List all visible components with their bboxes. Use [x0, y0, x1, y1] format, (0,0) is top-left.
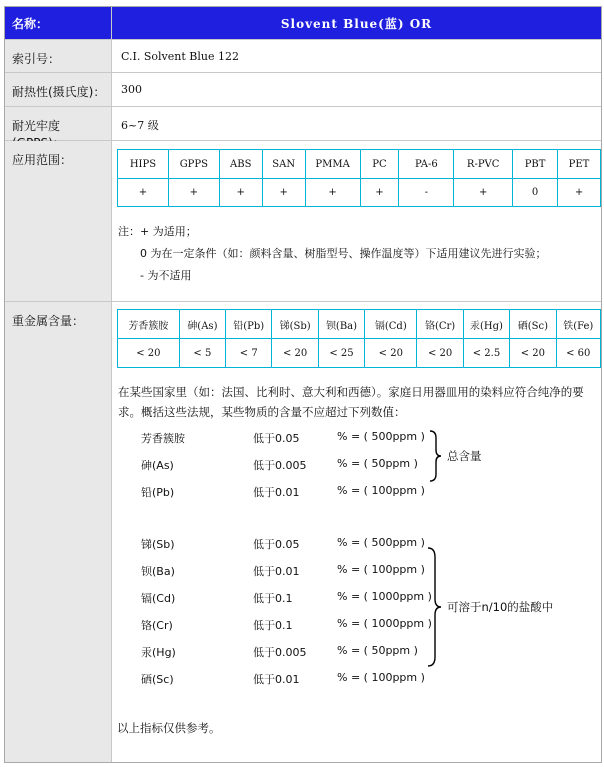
limit-value: 低于0.01 [253, 565, 300, 578]
metal-header-cell: 铅(Pb) [225, 309, 271, 338]
heat-label: 耐热性(摄氏度)： [5, 73, 112, 106]
usage-header-cell: PA-6 [398, 149, 453, 178]
limit-value: 低于0.005 [253, 459, 307, 472]
usage-value-cell: + [219, 178, 262, 207]
metal-value-cell: < 7 [225, 338, 271, 368]
usage-header-cell: PBT [512, 149, 557, 178]
metal-header-cell: 锑(Sb) [271, 309, 317, 338]
usage-table [117, 149, 601, 207]
usage-row [5, 141, 601, 302]
ppm-value: % = ( 50ppm ) [337, 644, 418, 657]
limit-value: 低于0.05 [253, 432, 300, 445]
usage-value-cell: + [117, 178, 168, 207]
index-value: C.I. Solvent Blue 122 [121, 50, 239, 63]
usage-note-plus: 注：+ 为适用； [118, 225, 197, 238]
usage-note-zero: 0 为在一定条件（如：颜料含量、树脂型号、操作温度等）下适用建议先进行实验； [140, 247, 547, 260]
light-row [5, 107, 601, 141]
substance-name: 锑(Sb) [141, 538, 175, 551]
metal-value-cell: < 2.5 [463, 338, 509, 368]
usage-value-cell: 0 [512, 178, 557, 207]
substance-name: 铅(Pb) [141, 486, 175, 499]
regulation-paragraph: 在某些国家里（如：法国、比利时、意大利和西德）。家庭日用器皿用的染料应符合纯净的要求。概括这些法规，某些物质的含量不应超过下列数值： [118, 385, 584, 419]
product-name: Slovent Blue(蓝) OR [112, 7, 601, 39]
substance-name: 硒(Sc) [141, 673, 174, 686]
soluble-label: 可溶于n/10的盐酸中 [447, 600, 554, 614]
usage-header-cell: PET [557, 149, 601, 178]
ppm-value: % = ( 100ppm ) [337, 671, 425, 684]
usage-value-cell: + [557, 178, 601, 207]
metal-value-cell: < 5 [179, 338, 225, 368]
metal-header-cell: 铬(Cr) [416, 309, 462, 338]
limit-value: 低于0.01 [253, 486, 300, 499]
usage-value-cell: + [168, 178, 219, 207]
brace-soluble [425, 547, 443, 667]
limit-value: 低于0.1 [253, 619, 293, 632]
substance-name: 镉(Cd) [141, 592, 176, 605]
product-spec-sheet [4, 6, 602, 763]
ppm-value: % = ( 500ppm ) [337, 536, 425, 549]
substance-name: 芳香簇胺 [141, 432, 185, 445]
usage-header-cell: SAN [262, 149, 305, 178]
usage-value-cell: + [453, 178, 512, 207]
limit-value: 低于0.05 [253, 538, 300, 551]
ppm-value: % = ( 500ppm ) [337, 430, 425, 443]
brace-total [427, 430, 443, 482]
usage-header-cell: HIPS [117, 149, 168, 178]
metal-header-cell: 铁(Fe) [556, 309, 601, 338]
metal-header-cell: 硒(Sc) [509, 309, 555, 338]
total-content-label: 总含量 [447, 449, 482, 463]
usage-value-cell: + [262, 178, 305, 207]
metal-value-cell: < 20 [509, 338, 555, 368]
limit-value: 低于0.005 [253, 646, 307, 659]
usage-value-cell: + [360, 178, 399, 207]
metal-header-cell: 钡(Ba) [318, 309, 364, 338]
usage-header-cell: PMMA [305, 149, 360, 178]
heavy-metal-row [5, 302, 601, 762]
heavy-metal-table [117, 309, 601, 368]
metal-value-cell: < 60 [556, 338, 601, 368]
usage-header-cell: ABS [219, 149, 262, 178]
index-row [5, 40, 601, 73]
heat-row [5, 73, 601, 107]
ppm-value: % = ( 50ppm ) [337, 457, 418, 470]
metal-header-cell: 芳香簇胺 [117, 309, 179, 338]
metal-header-cell: 镉(Cd) [364, 309, 416, 338]
metal-value-cell: < 20 [271, 338, 317, 368]
heavy-metal-label: 重金属含量： [5, 302, 112, 762]
ppm-value: % = ( 100ppm ) [337, 484, 425, 497]
substance-name: 铬(Cr) [141, 619, 173, 632]
usage-header-cell: PC [360, 149, 399, 178]
usage-header-cell: GPPS [168, 149, 219, 178]
usage-label: 应用范围： [5, 141, 112, 301]
usage-header-cell: R-PVC [453, 149, 512, 178]
metal-value-cell: < 20 [416, 338, 462, 368]
usage-value-cell: + [305, 178, 360, 207]
substance-name: 汞(Hg) [141, 646, 176, 659]
limit-value: 低于0.01 [253, 673, 300, 686]
name-label: 名称： [5, 7, 112, 39]
metal-value-cell: < 20 [117, 338, 179, 368]
metal-value-cell: < 20 [364, 338, 416, 368]
substance-name: 钡(Ba) [141, 565, 175, 578]
metal-value-cell: < 25 [318, 338, 364, 368]
usage-value-cell: - [398, 178, 453, 207]
heat-value: 300 [121, 83, 142, 96]
ppm-value: % = ( 100ppm ) [337, 563, 425, 576]
ppm-value: % = ( 1000ppm ) [337, 617, 432, 630]
footer-note: 以上指标仅供参考。 [117, 721, 221, 735]
substance-name: 砷(As) [141, 459, 174, 472]
metal-header-cell: 汞(Hg) [463, 309, 509, 338]
metal-header-cell: 砷(As) [179, 309, 225, 338]
ppm-value: % = ( 1000ppm ) [337, 590, 432, 603]
light-label: 耐光牢度 [5, 107, 112, 140]
limit-list [117, 422, 601, 742]
index-label: 索引号： [5, 40, 112, 72]
limit-value: 低于0.1 [253, 592, 293, 605]
header-row [5, 7, 601, 40]
light-value: 6~7 级 [121, 119, 159, 132]
usage-note-minus: - 为不适用 [140, 269, 192, 282]
